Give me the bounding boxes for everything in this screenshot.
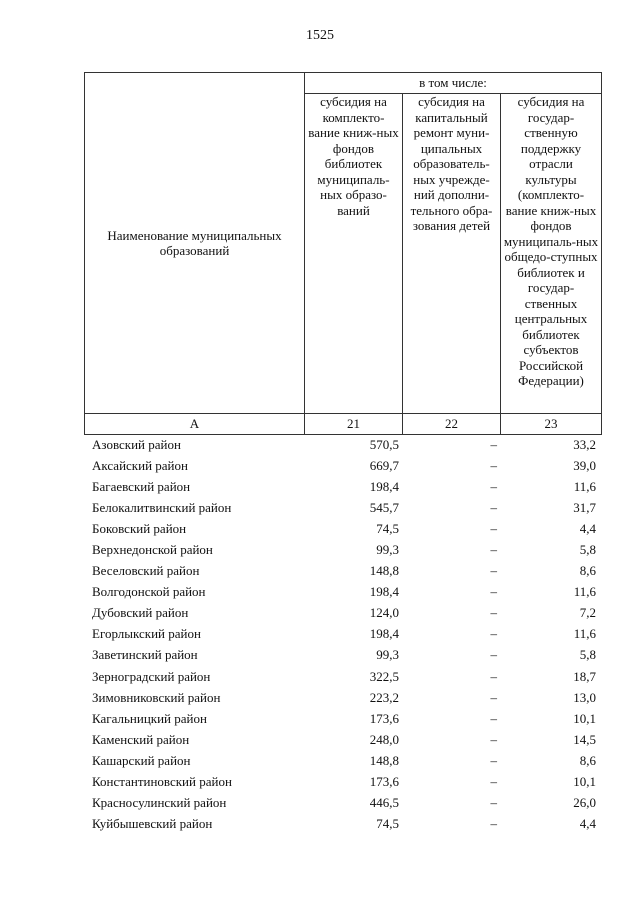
table-row <box>84 434 601 455</box>
subsidy-repair-value: – <box>490 521 497 537</box>
subsidy-culture-value: 8,6 <box>579 752 596 768</box>
municipality-name: Куйбышевский район <box>92 815 213 831</box>
subsidy-culture-value: 8,6 <box>579 563 596 579</box>
subsidy-culture-value: 14,5 <box>573 731 596 747</box>
subsidy-culture-value: 26,0 <box>573 794 596 810</box>
column-23-header: субсидия на государ-ственную поддержку отрасли культуры (комплекто-вание книж-ных фондов муниципаль-ных общедо-ступных библиотек и государ-ственных центральных библиотек субъектов Российской Федерации) <box>501 94 602 414</box>
municipality-name: Заветинский район <box>92 647 198 663</box>
subsidy-libraries-value: 148,8 <box>369 752 399 768</box>
table-row <box>84 666 601 687</box>
subsidy-culture-value: 11,6 <box>573 626 596 642</box>
subsidy-culture-value: 10,1 <box>573 773 596 789</box>
subsidy-repair-value: – <box>490 731 497 747</box>
table-header <box>84 72 602 435</box>
subsidy-libraries-value: 198,4 <box>369 479 399 495</box>
subsidy-libraries-value: 198,4 <box>369 584 399 600</box>
subsidy-culture-value: 4,4 <box>579 815 596 831</box>
municipality-name: Егорлыкский район <box>92 626 201 642</box>
name-column-header: Наименование муниципальных образований <box>85 73 305 414</box>
table-row <box>84 750 601 771</box>
table-body <box>84 434 601 834</box>
table-row <box>84 539 601 560</box>
table-row <box>84 476 601 497</box>
subsidy-repair-value: – <box>490 584 497 600</box>
municipality-name: Красносулинский район <box>92 794 227 810</box>
table-row <box>84 581 601 602</box>
subsidy-culture-value: 5,8 <box>579 647 596 663</box>
subsidy-repair-value: – <box>490 794 497 810</box>
subsidy-repair-value: – <box>490 647 497 663</box>
subsidy-repair-value: – <box>490 815 497 831</box>
in-total-header: в том числе: <box>305 73 602 94</box>
column-number-a: А <box>85 414 305 435</box>
municipality-name: Верхнедонской район <box>92 542 213 558</box>
table-row <box>84 497 601 518</box>
column-21-header: субсидия на комплекто-вание книж-ных фондов библиотек муниципаль-ных образо-ваний <box>305 94 403 414</box>
subsidy-repair-value: – <box>490 668 497 684</box>
table-row <box>84 623 601 644</box>
subsidy-libraries-value: 223,2 <box>369 689 399 705</box>
municipality-name: Кагальницкий район <box>92 710 207 726</box>
subsidy-libraries-value: 173,6 <box>369 710 399 726</box>
subsidy-libraries-value: 124,0 <box>369 605 399 621</box>
subsidy-culture-value: 13,0 <box>573 689 596 705</box>
subsidy-culture-value: 33,2 <box>573 437 596 452</box>
subsidy-libraries-value: 198,4 <box>369 626 399 642</box>
table-row <box>84 602 601 623</box>
subsidy-culture-value: 4,4 <box>579 521 596 537</box>
subsidy-culture-value: 7,2 <box>579 605 596 621</box>
subsidy-repair-value: – <box>490 542 497 558</box>
subsidy-libraries-value: 74,5 <box>376 815 399 831</box>
column-number-21: 21 <box>305 414 403 435</box>
subsidy-culture-value: 18,7 <box>573 668 596 684</box>
subsidy-culture-value: 5,8 <box>579 542 596 558</box>
column-number-23: 23 <box>501 414 602 435</box>
table-row <box>84 813 601 834</box>
table-row <box>84 560 601 581</box>
table-row <box>84 708 601 729</box>
table-row <box>84 518 601 539</box>
subsidy-repair-value: – <box>490 605 497 621</box>
table-row <box>84 771 601 792</box>
municipality-name: Дубовский район <box>92 605 189 621</box>
subsidy-libraries-value: 669,7 <box>369 458 399 474</box>
municipality-name: Константиновский район <box>92 773 232 789</box>
subsidy-culture-value: 31,7 <box>573 500 596 516</box>
subsidy-libraries-value: 99,3 <box>376 542 399 558</box>
municipality-name: Веселовский район <box>92 563 200 579</box>
subsidy-repair-value: – <box>490 689 497 705</box>
subsidy-libraries-value: 99,3 <box>376 647 399 663</box>
column-number-22: 22 <box>403 414 501 435</box>
table-row <box>84 792 601 813</box>
subsidy-repair-value: – <box>490 710 497 726</box>
municipality-name: Белокалитвинский район <box>92 500 232 516</box>
municipality-name: Аксайский район <box>92 458 188 474</box>
municipality-name: Зимовниковский район <box>92 689 221 705</box>
subsidy-culture-value: 10,1 <box>573 710 596 726</box>
municipality-name: Волгодонской район <box>92 584 206 600</box>
table-row <box>84 644 601 665</box>
subsidy-libraries-value: 74,5 <box>376 521 399 537</box>
subsidy-libraries-value: 248,0 <box>369 731 399 747</box>
subsidy-repair-value: – <box>490 563 497 579</box>
subsidy-repair-value: – <box>490 479 497 495</box>
subsidy-libraries-value: 545,7 <box>369 500 399 516</box>
table-row <box>84 729 601 750</box>
subsidy-repair-value: – <box>490 437 497 452</box>
subsidy-culture-value: 11,6 <box>573 584 596 600</box>
column-22-header: субсидия на капитальный ремонт муни-ципальных образователь-ных учрежде-ний дополни-тельного обра-зования детей <box>403 94 501 414</box>
subsidy-repair-value: – <box>490 773 497 789</box>
municipality-name: Багаевский район <box>92 479 191 495</box>
subsidy-libraries-value: 446,5 <box>369 794 399 810</box>
subsidy-repair-value: – <box>490 752 497 768</box>
table-row <box>84 455 601 476</box>
subsidy-repair-value: – <box>490 500 497 516</box>
subsidy-culture-value: 11,6 <box>573 479 596 495</box>
subsidy-libraries-value: 570,5 <box>369 437 399 452</box>
municipality-name: Каменский район <box>92 731 190 747</box>
page-number: 1525 <box>306 28 334 43</box>
municipality-name: Боковский район <box>92 521 187 537</box>
subsidy-repair-value: – <box>490 458 497 474</box>
subsidy-culture-value: 39,0 <box>573 458 596 474</box>
municipality-name: Кашарский район <box>92 752 191 768</box>
table-row <box>84 687 601 708</box>
municipality-name: Азовский район <box>92 437 181 452</box>
subsidy-libraries-value: 173,6 <box>369 773 399 789</box>
municipality-name: Зерноградский район <box>92 668 211 684</box>
subsidy-repair-value: – <box>490 626 497 642</box>
subsidy-libraries-value: 148,8 <box>369 563 399 579</box>
subsidy-libraries-value: 322,5 <box>369 668 399 684</box>
